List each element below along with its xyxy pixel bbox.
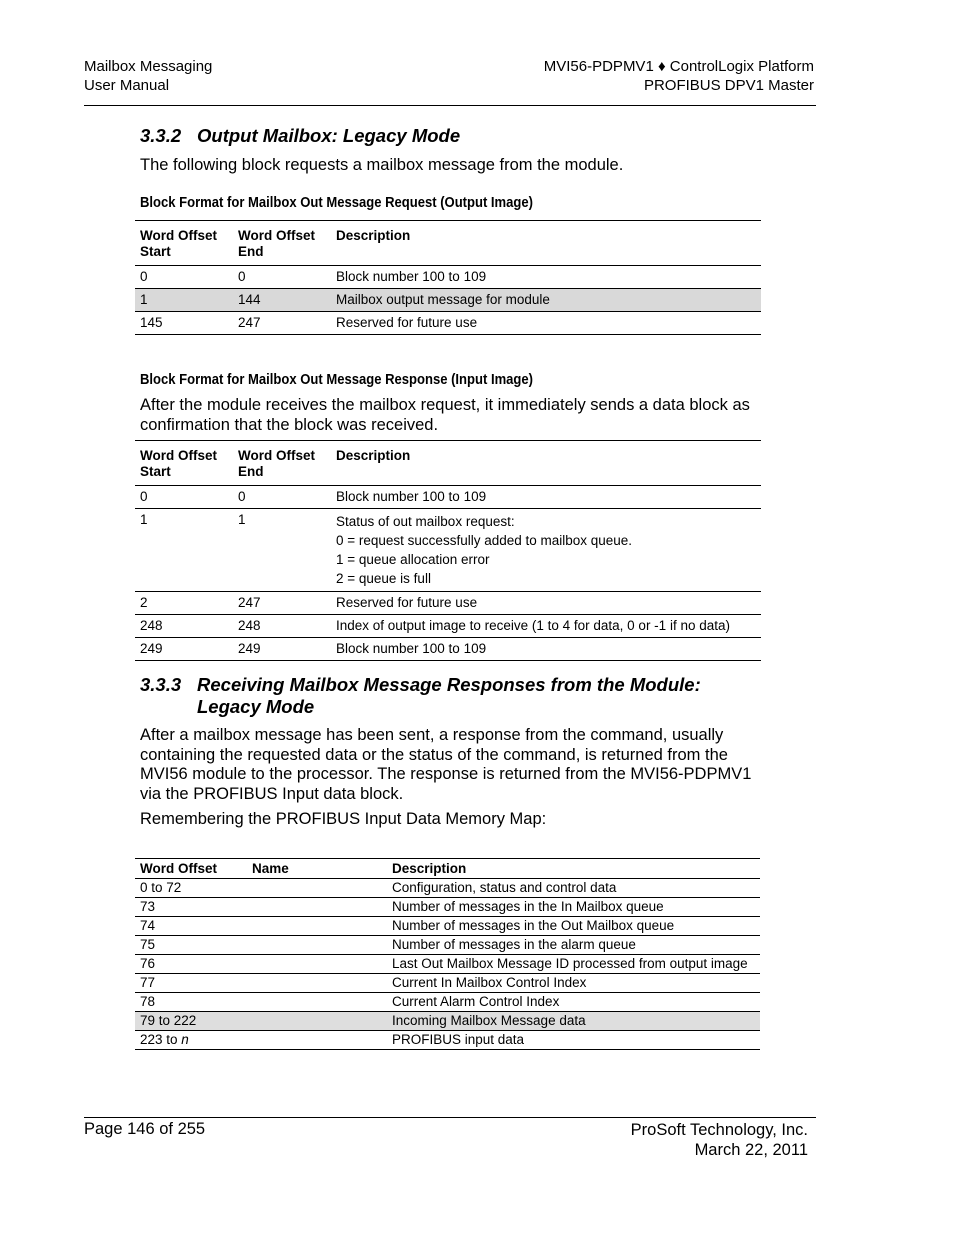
cell-description: Current In Mailbox Control Index bbox=[392, 975, 587, 990]
col-header-start: Word Offset Start bbox=[140, 448, 217, 479]
cell-name bbox=[247, 898, 387, 917]
col-header-description: Description bbox=[336, 228, 411, 243]
cell-description: Block number 100 to 109 bbox=[336, 489, 487, 504]
cell-offset: 75 bbox=[140, 937, 156, 952]
cell-name bbox=[247, 917, 387, 936]
footer-right bbox=[631, 1120, 808, 1160]
col-header-word-offset: Word Offset bbox=[140, 861, 217, 876]
section-intro: The following block requests a mailbox message from the module. bbox=[140, 156, 624, 174]
cell-start: 2 bbox=[140, 595, 148, 610]
running-header-left bbox=[84, 57, 212, 95]
table-row bbox=[135, 486, 761, 509]
output-response-table bbox=[135, 440, 761, 661]
cell-start: 0 bbox=[140, 489, 148, 504]
cell-name bbox=[247, 879, 387, 898]
cell-offset: 79 to 222 bbox=[140, 1013, 197, 1028]
cell-offset: 78 bbox=[140, 994, 156, 1009]
offset-prefix: 223 to bbox=[140, 1032, 182, 1047]
input-memory-map-table bbox=[135, 858, 760, 1050]
table-row-highlighted bbox=[135, 1012, 760, 1031]
table-row bbox=[135, 974, 760, 993]
cell-name bbox=[247, 936, 387, 955]
company-name: ProSoft Technology, Inc. bbox=[630, 1121, 808, 1139]
cell-offset: 73 bbox=[140, 899, 156, 914]
col-header-start: Word Offset Start bbox=[140, 228, 217, 259]
cell-start: 0 bbox=[140, 269, 148, 284]
header-section-name: Mailbox Messaging bbox=[84, 58, 213, 75]
cell-description: Mailbox output message for module bbox=[336, 292, 550, 307]
cell-offset: 76 bbox=[140, 956, 156, 971]
cell-name bbox=[247, 993, 387, 1012]
cell-offset bbox=[135, 1031, 247, 1050]
cell-start: 1 bbox=[140, 512, 148, 527]
section-title: Output Mailbox: Legacy Mode bbox=[197, 125, 461, 146]
cell-description: Incoming Mailbox Message data bbox=[392, 1013, 586, 1028]
table-row bbox=[135, 638, 761, 661]
cell-end: 0 bbox=[238, 489, 246, 504]
running-header-right bbox=[544, 57, 814, 95]
col-header-end: Word Offset End bbox=[238, 448, 315, 479]
table-row bbox=[135, 1031, 760, 1050]
cell-description: Number of messages in the Out Mailbox queue bbox=[392, 918, 675, 933]
output-request-table bbox=[135, 220, 761, 335]
cell-name bbox=[247, 974, 387, 993]
col-header-end: Word Offset End bbox=[238, 228, 315, 259]
cell-description: Number of messages in the alarm queue bbox=[392, 937, 636, 952]
page-number: Page 146 of 255 bbox=[84, 1120, 206, 1138]
cell-description: Configuration, status and control data bbox=[392, 880, 617, 895]
table-row bbox=[135, 879, 760, 898]
cell-end: 248 bbox=[238, 618, 261, 633]
cell-end: 0 bbox=[238, 269, 246, 284]
cell-end: 249 bbox=[238, 641, 261, 656]
cell-name bbox=[247, 1012, 387, 1031]
cell-start: 248 bbox=[140, 618, 163, 633]
table-row bbox=[135, 917, 760, 936]
cell-description: Reserved for future use bbox=[336, 315, 478, 330]
header-subtitle: PROFIBUS DPV1 Master bbox=[643, 77, 814, 94]
table-row bbox=[135, 993, 760, 1012]
cell-offset: 74 bbox=[140, 918, 156, 933]
table-row bbox=[135, 898, 760, 917]
table-row bbox=[135, 509, 761, 592]
cell-end: 247 bbox=[238, 595, 261, 610]
table-row bbox=[135, 312, 761, 335]
cell-end: 1 bbox=[238, 512, 246, 527]
cell-start: 145 bbox=[140, 315, 163, 330]
table-row bbox=[135, 955, 760, 974]
cell-description: Current Alarm Control Index bbox=[392, 994, 560, 1009]
footer-divider bbox=[84, 1117, 816, 1118]
table-row bbox=[135, 266, 761, 289]
cell-description: Index of output image to receive (1 to 4 for data, 0 or -1 if no data) bbox=[336, 618, 730, 633]
cell-description: Block number 100 to 109 bbox=[336, 641, 487, 656]
col-header-description: Description bbox=[392, 861, 467, 876]
table-row bbox=[135, 936, 760, 955]
cell-description: Last Out Mailbox Message ID processed from output image bbox=[392, 956, 748, 971]
table2-intro: After the module receives the mailbox request, it immediately sends a data block as confirmation that the block was received. bbox=[140, 396, 750, 434]
status-line: 1 = queue allocation error bbox=[336, 552, 490, 567]
cell-description: Block number 100 to 109 bbox=[336, 269, 487, 284]
section-paragraph: Remembering the PROFIBUS Input Data Memory Map: bbox=[140, 810, 547, 828]
table-row bbox=[135, 615, 761, 638]
section-title-continued: Legacy Mode bbox=[197, 696, 315, 717]
cell-description: PROFIBUS input data bbox=[392, 1032, 525, 1047]
cell-description: Number of messages in the In Mailbox queue bbox=[392, 899, 664, 914]
cell-name bbox=[247, 955, 387, 974]
table-row bbox=[135, 592, 761, 615]
section-paragraph: After a mailbox message has been sent, a response from the command, usually containing the requested data or the status of the command, is returned from the MVI56 module to the processor. The response is returned from the MVI56-PDPMV1 via the PROFIBUS Input data block. bbox=[140, 726, 752, 803]
section-number: 3.3.2 bbox=[140, 125, 182, 146]
status-line: Status of out mailbox request: bbox=[336, 514, 515, 529]
cell-description bbox=[331, 509, 761, 592]
table-row-highlighted bbox=[135, 289, 761, 312]
status-line: 0 = request successfully added to mailbox queue. bbox=[336, 533, 633, 548]
table1-caption: Block Format for Mailbox Out Message Request (Output Image) bbox=[140, 195, 534, 211]
status-line: 2 = queue is full bbox=[336, 571, 431, 586]
cell-start: 249 bbox=[140, 641, 163, 656]
section-heading-332 bbox=[140, 125, 460, 147]
cell-description: Reserved for future use bbox=[336, 595, 478, 610]
cell-end: 144 bbox=[238, 292, 261, 307]
table-header-row bbox=[135, 221, 761, 266]
cell-start: 1 bbox=[140, 292, 148, 307]
offset-variable: n bbox=[181, 1032, 189, 1047]
section-number: 3.3.3 bbox=[140, 674, 182, 695]
header-product: MVI56-PDPMV1 ♦ ControlLogix Platform bbox=[543, 58, 814, 75]
section-heading-333 bbox=[140, 674, 701, 718]
section-title: Receiving Mailbox Message Responses from the Module: bbox=[197, 674, 701, 695]
cell-offset: 77 bbox=[140, 975, 156, 990]
cell-end: 247 bbox=[238, 315, 261, 330]
cell-offset: 0 to 72 bbox=[140, 880, 182, 895]
table-header-row bbox=[135, 859, 760, 879]
col-header-description: Description bbox=[336, 448, 411, 463]
header-divider bbox=[84, 105, 816, 106]
table2-caption: Block Format for Mailbox Out Message Response (Input Image) bbox=[140, 372, 534, 388]
header-doc-type: User Manual bbox=[84, 77, 170, 94]
publication-date: March 22, 2011 bbox=[694, 1141, 808, 1159]
cell-name bbox=[247, 1031, 387, 1050]
col-header-name: Name bbox=[252, 861, 289, 876]
table-header-row bbox=[135, 441, 761, 486]
